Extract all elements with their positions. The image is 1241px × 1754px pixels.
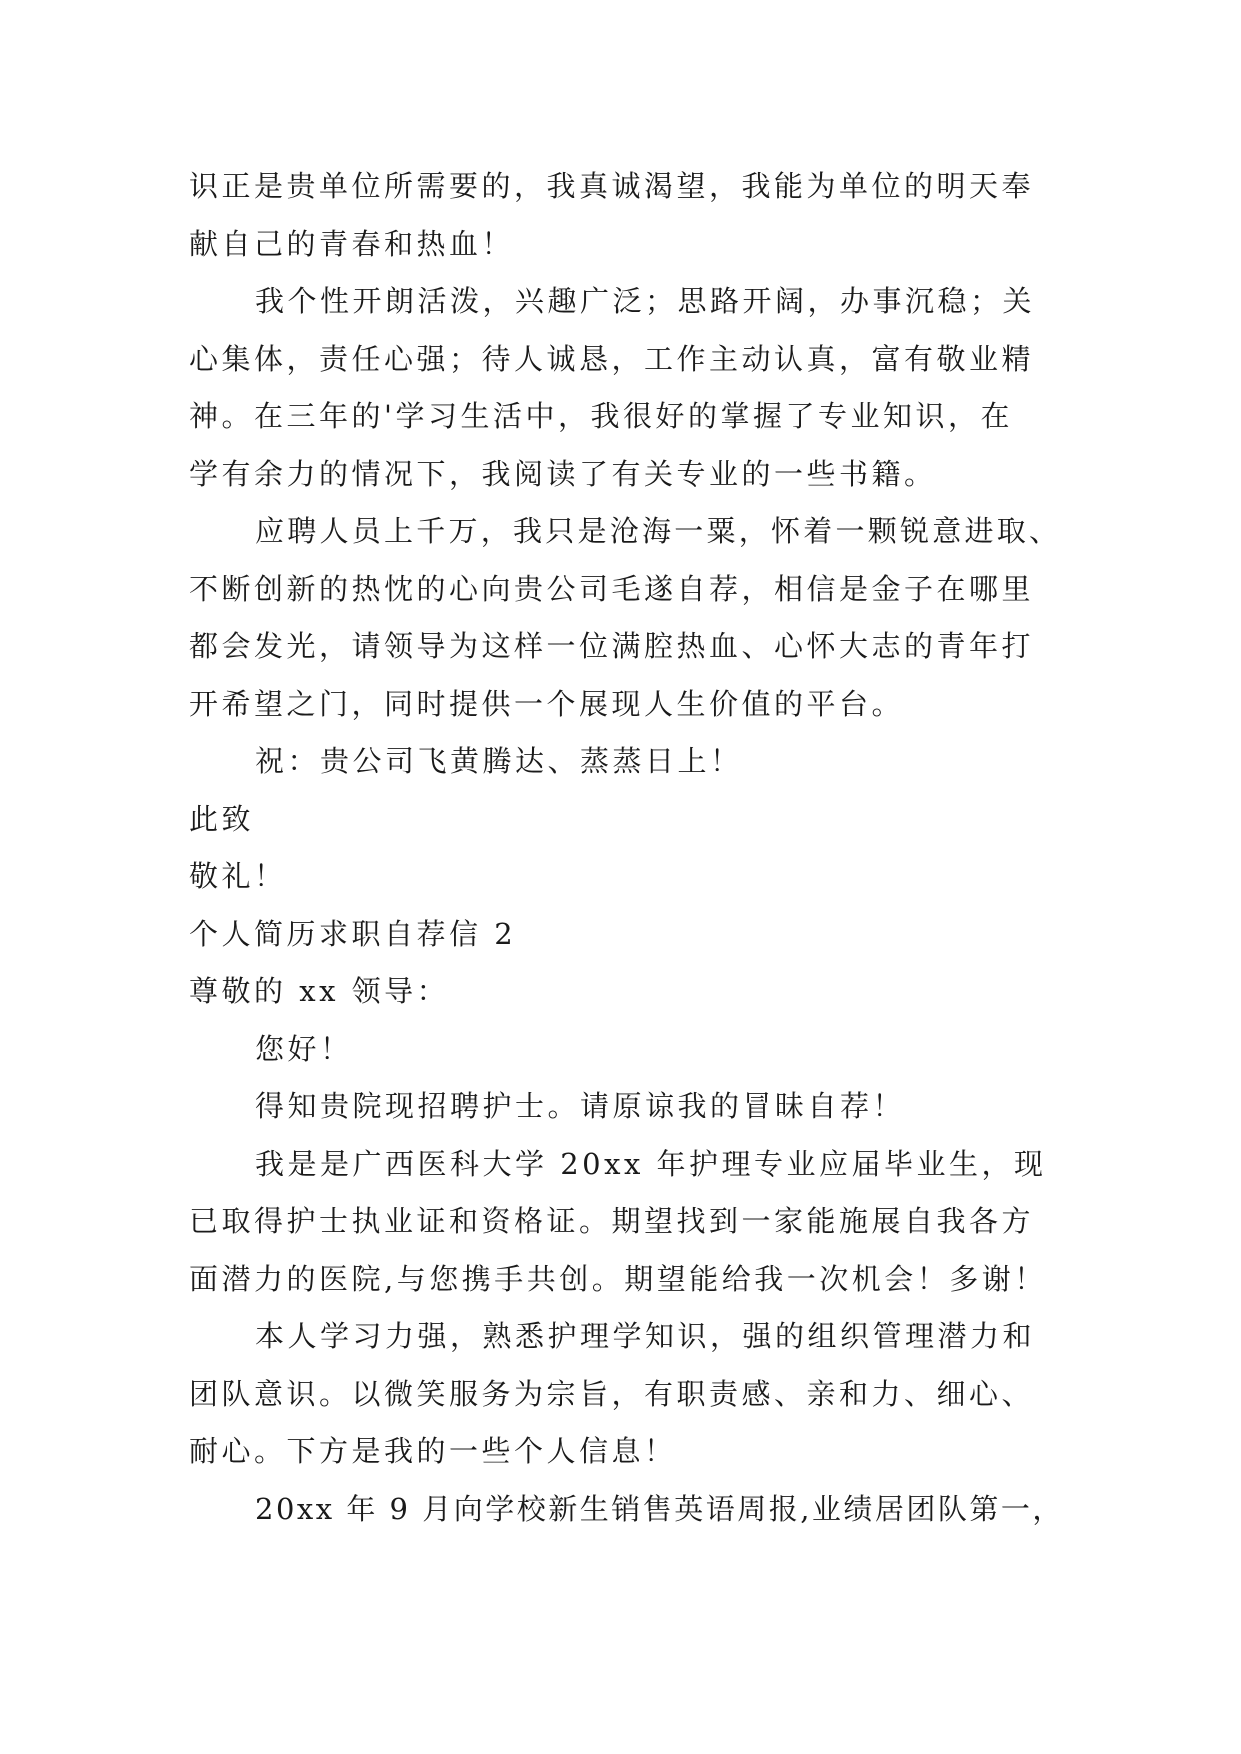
text-line: 此致 xyxy=(189,801,255,836)
text-line: 尊敬的 xx 领导： xyxy=(189,974,450,1008)
text-line: 都会发光，请领导为这样一位满腔热血、心怀大志的青年打 xyxy=(189,629,1035,663)
text-line: 识正是贵单位所需要的，我真诚渴望，我能为单位的明天奉 xyxy=(189,169,1035,203)
text-line: 团队意识。以微笑服务为宗旨，有职责感、亲和力、细心、 xyxy=(189,1376,1035,1411)
text-line: 开希望之门，同时提供一个展现人生价值的平台。 xyxy=(189,686,905,721)
text-line: 个人简历求职自荐信 2 xyxy=(189,916,517,951)
text-line: 我个性开朗活泼，兴趣广泛；思路开阔，办事沉稳；关 xyxy=(255,284,1036,318)
text-line: 20xx 年 9 月向学校新生销售英语周报,业绩居团队第一， xyxy=(255,1491,1064,1526)
text-line: 我是是广西医科大学 20xx 年护理专业应届毕业生，现 xyxy=(255,1146,1047,1181)
text-line: 面潜力的医院,与您携手共创。期望能给我一次机会！多谢！ xyxy=(189,1261,1047,1296)
text-line: 心集体，责任心强；待人诚恳，工作主动认真，富有敬业精 xyxy=(189,341,1035,376)
text-line: 应聘人员上千万，我只是沧海一粟，怀着一颗锐意进取、 xyxy=(255,514,1062,548)
text-line: 献自己的青春和热血！ xyxy=(189,226,515,261)
text-line: 学有余力的情况下，我阅读了有关专业的一些书籍。 xyxy=(189,456,937,491)
text-line: 耐心。下方是我的一些个人信息！ xyxy=(189,1434,677,1468)
text-line: 得知贵院现招聘护士。请原谅我的冒昧自荐！ xyxy=(255,1089,906,1123)
text-line: 您好！ xyxy=(255,1031,353,1066)
text-line: 祝：贵公司飞黄腾达、蒸蒸日上！ xyxy=(255,744,743,778)
text-line: 不断创新的热忱的心向贵公司毛遂自荐，相信是金子在哪里 xyxy=(189,571,1035,606)
text-line: 敬礼！ xyxy=(189,859,287,893)
text-line: 已取得护士执业证和资格证。期望找到一家能施展自我各方 xyxy=(189,1204,1035,1238)
text-line: 神。在三年的'学习生活中，我很好的掌握了专业知识，在 xyxy=(189,399,1013,433)
document-body xyxy=(189,158,1065,1538)
text-line: 本人学习力强，熟悉护理学知识，强的组织管理潜力和 xyxy=(255,1319,1036,1353)
